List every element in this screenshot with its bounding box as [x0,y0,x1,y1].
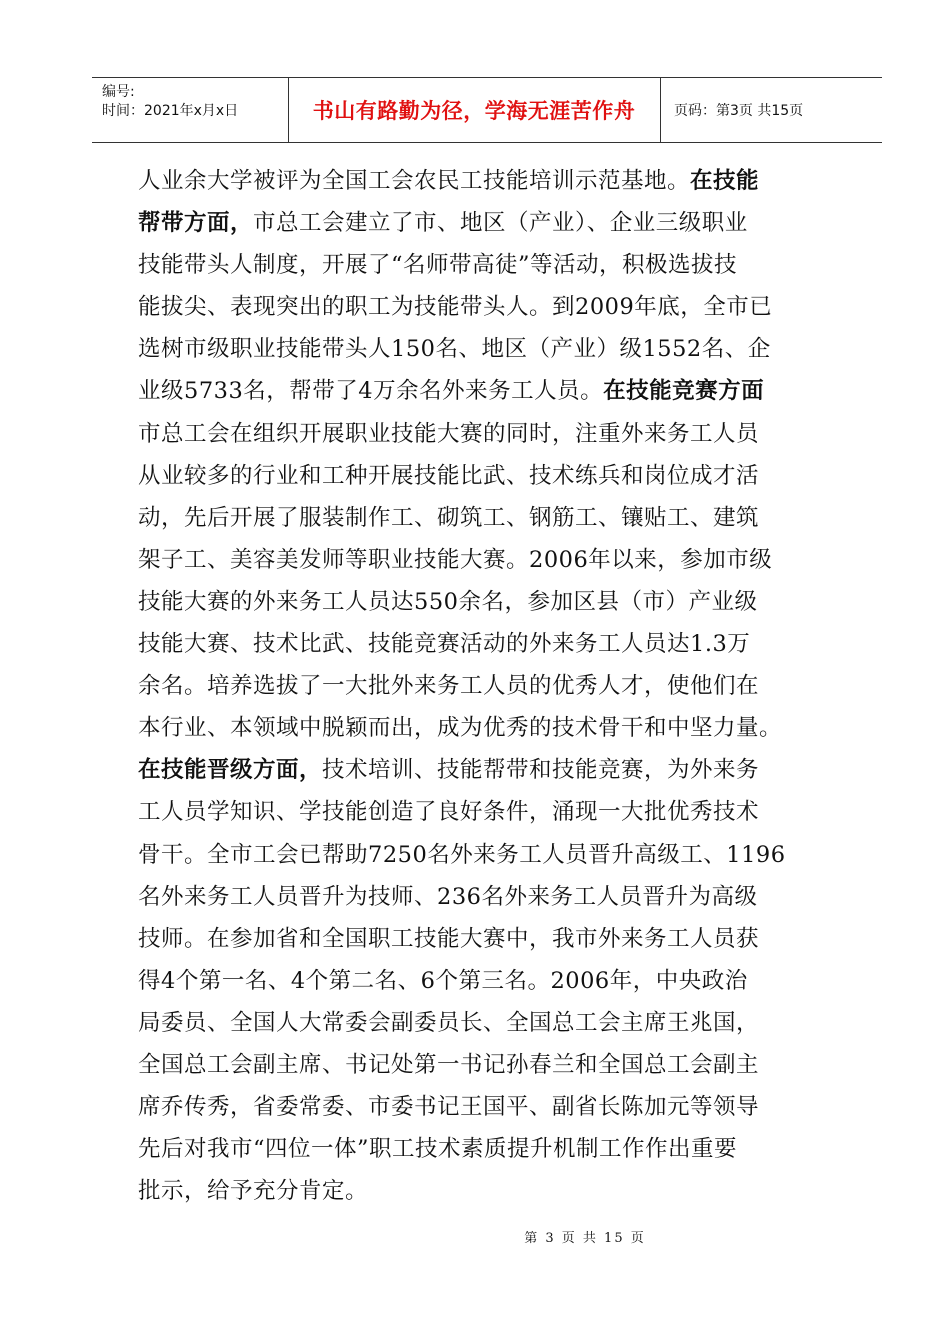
bold-heading-text: 帮带方面， [138,210,254,237]
bold-heading-text: 在技能竞赛方面 [603,378,765,405]
paragraph-text: 技能大赛、技术比武、技能竞赛活动的外来务工人员达1.3万 [138,631,751,658]
text-line [138,1002,838,1044]
paragraph-text: 技能带头人制度，开展了“名师带高徒”等活动，积极选拔技 [138,252,738,279]
paragraph-text: 业级5733名，帮带了4万余名外来务工人员。 [138,378,604,405]
text-line [138,497,838,539]
paragraph-text: 技能大赛的外来务工人员达550余名，参加区县（市）产业级 [138,588,758,615]
text-line [138,707,838,749]
text-line [138,202,838,244]
paragraph-text: 得4个第一名、4个第二名、6个第三名。2006年，中央政治 [138,967,748,994]
text-line [138,1086,838,1128]
paragraph-text: 动，先后开展了服装制作工、砌筑工、钢筋工、镶贴工、建筑 [138,504,760,531]
paragraph-text: 席乔传秀，省委常委、市委书记王国平、副省长陈加元等领导 [138,1094,760,1121]
text-line [138,749,838,791]
text-line [138,160,838,202]
paragraph-text: 骨干。全市工会已帮助7250名外来务工人员晋升高级工、1196 [138,841,786,868]
paragraph-text: 市总工会在组织开展职业技能大赛的同时，注重外来务工人员 [138,420,760,447]
text-line [138,244,838,286]
paragraph-text: 技师。在参加省和全国职工技能大赛中，我市外来务工人员获 [138,925,760,952]
text-line [138,455,838,497]
paragraph-text: 技术培训、技能帮带和技能竞赛，为外来务 [322,757,760,784]
document-body [138,160,838,1212]
bold-heading-text: 在技能晋级方面， [138,757,323,784]
slogan-text: 书山有路勤为径，学海无涯苦作舟 [312,99,636,123]
paragraph-text: 全国总工会副主席、书记处第一书记孙春兰和全国总工会副主 [138,1051,760,1078]
paragraph-text: 能拔尖、表现突出的职工为技能带头人。到2009年底，全市已 [138,294,773,321]
paragraph-text: 批示，给予充分肯定。 [138,1178,369,1205]
text-line [138,918,838,960]
paragraph-text: 余名。培养选拔了一大批外来务工人员的优秀人才，使他们在 [138,673,760,700]
header-slogan [288,78,661,142]
text-line [138,370,838,412]
paragraph-text: 架子工、美容美发师等职业技能大赛。2006年以来，参加市级 [138,546,773,573]
text-line [138,791,838,833]
text-line [138,834,838,876]
text-line [138,413,838,455]
text-line [138,1044,838,1086]
text-line [138,328,838,370]
paragraph-text: 选树市级职业技能带头人150名、地区（产业）级1552名、企 [138,336,771,363]
paragraph-text: 名外来务工人员晋升为技师、236名外来务工人员晋升为高级 [138,883,758,910]
text-line [138,286,838,328]
text-line [138,876,838,918]
bold-heading-text: 在技能 [690,168,760,194]
page-footer: 第 3 页 共 15 页 [524,1231,646,1246]
paragraph-text: 先后对我市“四位一体”职工技术素质提升机制工作作出重要 [138,1136,738,1163]
text-line [138,1128,838,1170]
text-line [138,581,838,623]
text-line [138,1170,838,1212]
paragraph-text: 本行业、本领域中脱颖而出，成为优秀的技术骨干和中坚力量。 [138,715,783,742]
paragraph-text: 局委员、全国人大常委会副委员长、全国总工会主席王兆国， [138,1009,760,1036]
text-line [138,960,838,1002]
paragraph-text: 人业余大学被评为全国工会农民工技能培训示范基地。 [138,168,691,194]
page-header [92,77,882,143]
paragraph-text: 市总工会建立了市、地区（产业）、企业三级职业 [253,210,748,237]
number-label: 编号: [102,84,135,100]
text-line [138,665,838,707]
header-page-info: 页码：第3页 共15页 [674,103,804,119]
text-line [138,539,838,581]
text-line [138,623,838,665]
paragraph-text: 从业较多的行业和工种开展技能比武、技术练兵和岗位成才活 [138,462,760,489]
paragraph-text: 工人员学知识、学技能创造了良好条件，涌现一大批优秀技术 [138,799,760,826]
time-label: 时间：2021年x月x日 [102,103,239,119]
header-meta [92,78,289,142]
